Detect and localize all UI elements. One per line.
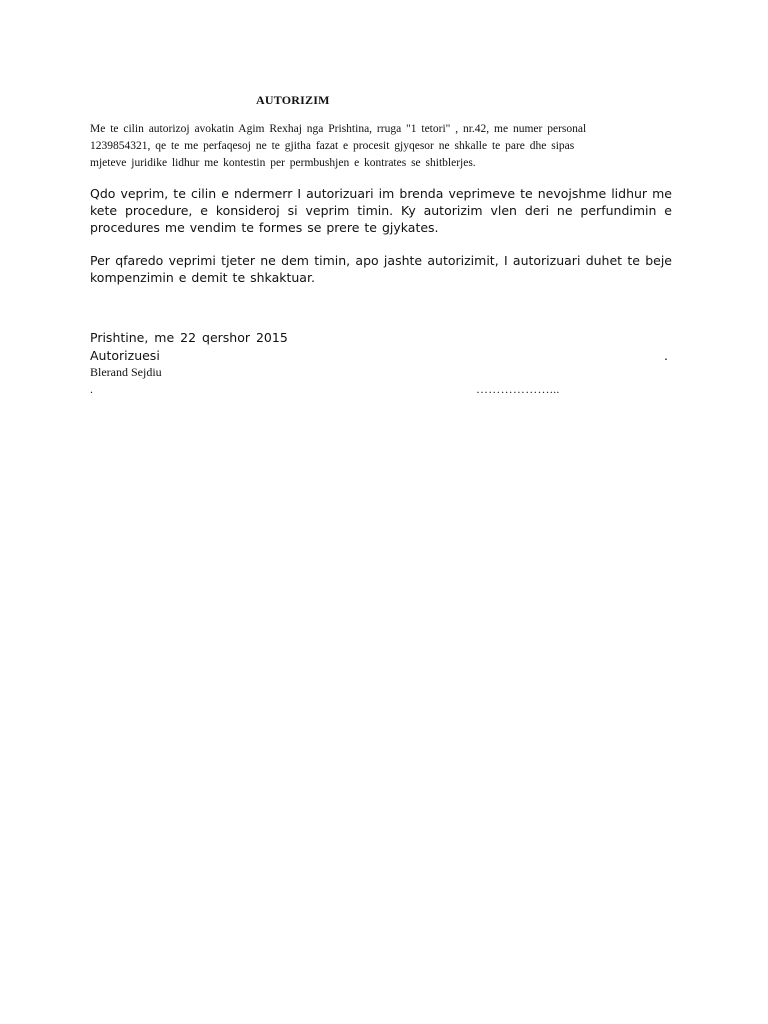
place-date: Prishtine, me 22 qershor 2015 (90, 330, 288, 345)
signer-name: Blerand Sejdiu (90, 365, 162, 379)
paragraph-line-2: 1239854321, qe te me perfaqesoj ne te gjitha fazat e procesit gjyqesor ne shkalle te pare dhe sipas (90, 140, 575, 152)
compensation-paragraph: Per qfaredo veprimi tjeter ne dem timin, apo jashte autorizimit, I autorizuari duhet te beje kompenzimin e demit te shkaktuar. (90, 253, 672, 285)
actions-paragraph: Qdo veprim, te cilin e ndermerr I autorizuari im brenda veprimeve te nevojshme lidhur me kete procedure, e konsideroj si veprim timin. Ky autorizim vlen deri ne perfundimin e procedures me vendim te formes se prere te gjykates. (90, 186, 672, 235)
signer-label: Autorizuesi (90, 348, 160, 363)
authorization-paragraph (90, 121, 676, 172)
signature-line: ………………... (476, 382, 560, 396)
document-title: AUTORIZIM (256, 93, 330, 107)
signature-dot-left: . (90, 382, 93, 396)
paragraph-line-1: Me te cilin autorizoj avokatin Agim Rexhaj nga Prishtina, rruga "1 tetori" , nr.42, me numer personal (90, 123, 587, 135)
paragraph-line-3: mjeteve juridike lidhur me kontestin per permbushjen e kontrates se shitblerjes. (90, 157, 476, 169)
signature-dot-right: . (664, 348, 668, 363)
